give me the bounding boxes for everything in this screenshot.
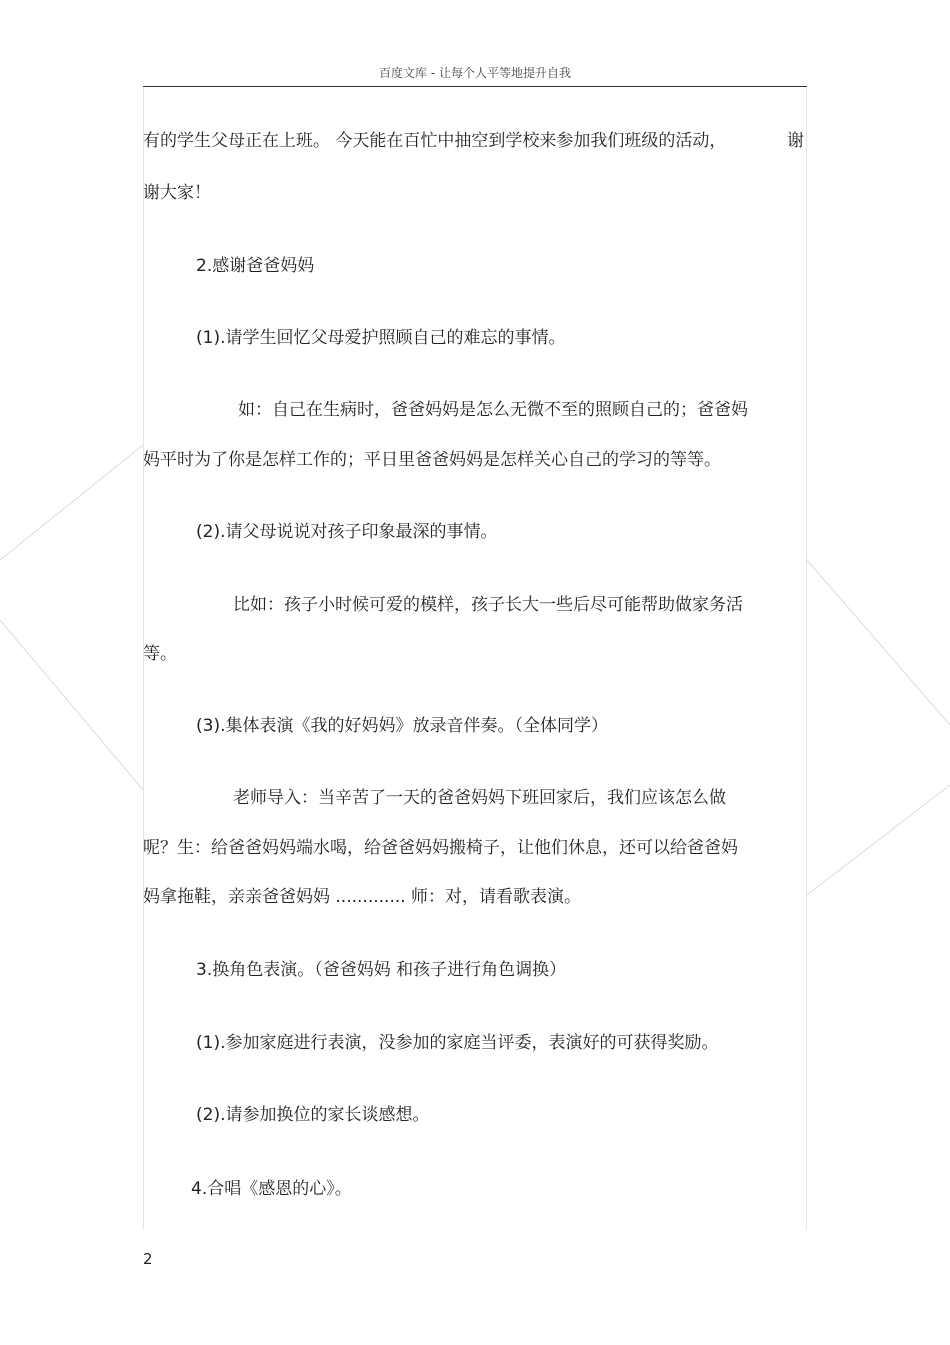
body-line: 谢 — [787, 131, 804, 151]
body-line: 妈拿拖鞋，亲亲爸爸妈妈 ............. 师：对，请看歌表演。 — [143, 887, 582, 907]
body-line: (1).参加家庭进行表演，没参加的家庭当评委，表演好的可获得奖励。 — [196, 1033, 719, 1053]
body-line: 妈平时为了你是怎样工作的；平日里爸爸妈妈是怎样关心自己的学习的等等。 — [143, 450, 721, 470]
section-heading: 4.合唱《感恩的心》。 — [191, 1179, 352, 1199]
body-line: 呢？生：给爸爸妈妈端水喝，给爸爸妈妈搬椅子，让他们休息，还可以给爸爸妈 — [143, 838, 738, 858]
section-heading: 2.感谢爸爸妈妈 — [196, 256, 315, 276]
header-rule — [143, 86, 807, 87]
body-line: 比如：孩子小时候可爱的模样，孩子长大一些后尽可能帮助做家务活 — [233, 595, 743, 615]
body-line: 有的学生父母正在上班。 今天能在百忙中抽空到学校来参加我们班级的活动， — [143, 131, 727, 151]
page-header: 百度文库 - 让每个人平等地提升自我 — [379, 66, 571, 80]
body-line: (2).请父母说说对孩子印象最深的事情。 — [196, 522, 498, 542]
page-number: 2 — [143, 1250, 153, 1268]
body-line: 老师导入：当辛苦了一天的爸爸妈妈下班回家后，我们应该怎么做 — [233, 788, 726, 808]
section-heading: 3.换角色表演。（爸爸妈妈 和孩子进行角色调换） — [196, 960, 567, 980]
body-line: (1).请学生回忆父母爱护照顾自己的难忘的事情。 — [196, 328, 566, 348]
body-line: (3).集体表演《我的好妈妈》放录音伴奏。（全体同学） — [196, 716, 608, 736]
body-line: 等。 — [143, 644, 177, 664]
body-line: 如：自己在生病时，爸爸妈妈是怎么无微不至的照顾自己的；爸爸妈 — [238, 400, 748, 420]
body-line: 谢大家！ — [143, 183, 211, 203]
frame-right-border — [806, 87, 807, 1230]
body-line: (2).请参加换位的家长谈感想。 — [196, 1105, 430, 1125]
